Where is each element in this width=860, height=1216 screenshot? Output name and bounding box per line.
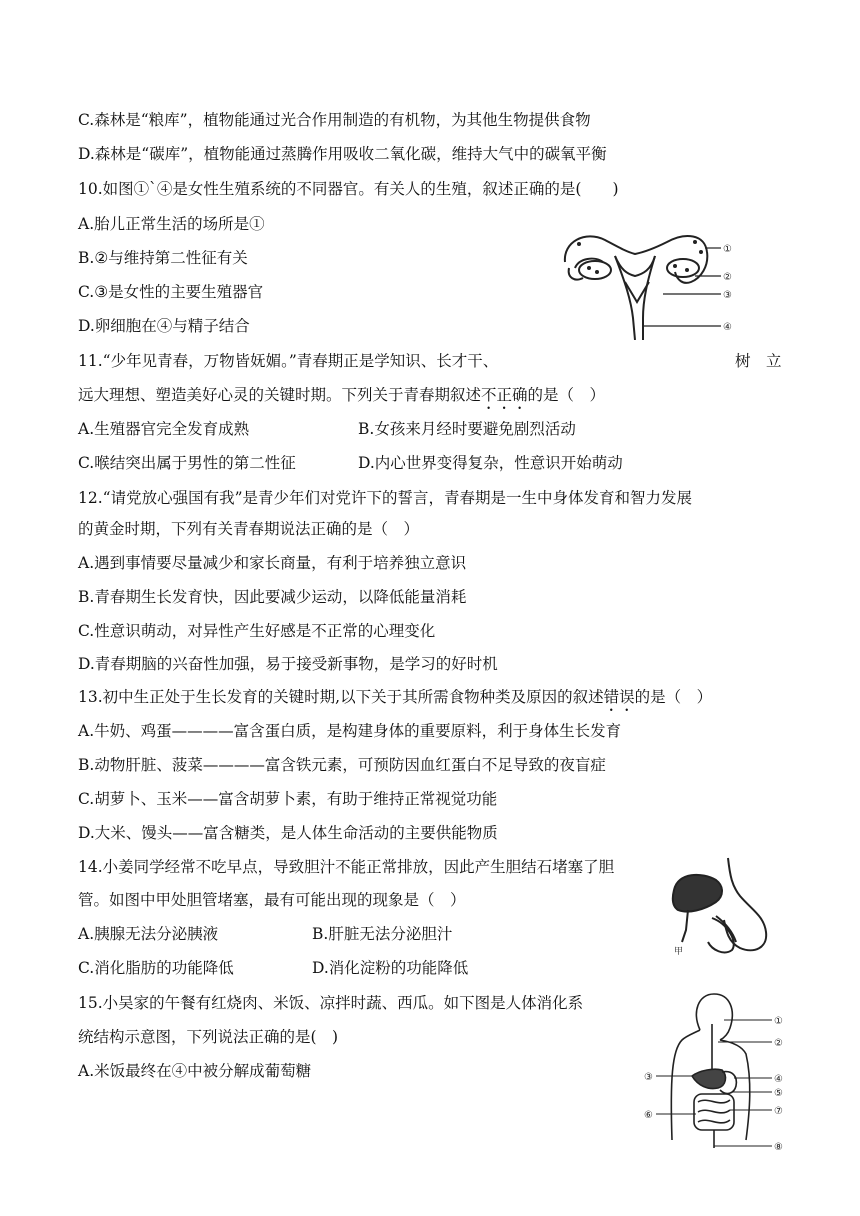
q13-stem [78, 687, 712, 715]
q15-label-8: ⑧ [774, 1142, 783, 1153]
q12-option-c: C.性意识萌动，对异性产生好感是不正常的心理变化 [78, 622, 436, 640]
q13-stem-post: 的是（ ） [634, 688, 713, 706]
q15-label-6: ⑥ [644, 1110, 653, 1121]
q13-option-a: A.牛奶、鸡蛋————富含蛋白质，是构建身体的重要原料，利于身体生长发育 [78, 722, 622, 740]
q15-stem-line1: 15.小吴家的午餐有红烧肉、米饭、凉拌时蔬、西瓜。如下图是人体消化系 [78, 994, 584, 1012]
q14-stem-line1: 14.小姜同学经常不吃早点，导致胆汁不能正常排放，因此产生胆结石堵塞了胆 [78, 858, 615, 876]
q13-emphasis: 错误 [603, 688, 635, 706]
q15-label-7: ⑦ [774, 1106, 783, 1117]
q11-stem-line2-post: 的是（ ） [527, 386, 606, 404]
q10-option-c: C.③是女性的主要生殖器官 [78, 283, 264, 301]
q12-stem-line1: 12.“请党放心强国有我”是青少年们对党许下的誓言，青春期是一生中身体发育和智力发展 [78, 489, 693, 507]
q13-stem-pre: 13.初中生正处于生长发育的关键时期,以下关于其所需食物种类及原因的叙述 [78, 688, 604, 706]
q13-option-d: D.大米、馒头——富含糖类，是人体生命活动的主要供能物质 [78, 824, 498, 842]
q13-option-b: B.动物肝脏、菠菜————富含铁元素，可预防因血红蛋白不足导致的夜盲症 [78, 756, 606, 774]
q11-emphasis: 不正确 [481, 386, 528, 404]
q12-option-a: A.遇到事情要尽量减少和家长商量，有利于培养独立意识 [78, 554, 467, 572]
q15-label-1: ① [774, 1016, 783, 1027]
q10-label-3: ③ [723, 290, 732, 301]
digestive-system-diagram [642, 990, 792, 1154]
q11-stem-right-2: 立 [766, 352, 782, 370]
q10-option-a: A.胎儿正常生活的场所是① [78, 215, 265, 233]
q14-option-a: A.胰腺无法分泌胰液 [78, 925, 219, 943]
q14-stem-line2: 管。如图中甲处胆管堵塞，最有可能出现的现象是（ ） [78, 891, 466, 909]
q14-option-d: D.消化淀粉的功能降低 [312, 959, 469, 977]
q11-stem-line1: 11.“少年见青春，万物皆妩媚。”青春期正是学知识、长才干、 [78, 352, 499, 370]
q14-option-c: C.消化脂肪的功能降低 [78, 959, 234, 977]
q10-option-d: D.卵细胞在④与精子结合 [78, 317, 250, 335]
q10-label-2: ② [723, 272, 732, 283]
q12-option-d: D.青春期脑的兴奋性加强，易于接受新事物，是学习的好时机 [78, 655, 498, 673]
q11-stem-line2-pre: 远大理想、塑造美好心灵的关键时期。下列关于青春期叙述 [78, 386, 482, 404]
q11-stem-right-1: 树 [735, 352, 751, 370]
q15-option-a: A.米饭最终在④中被分解成葡萄糖 [78, 1062, 312, 1080]
q15-stem-line2: 统结构示意图，下列说法正确的是( ) [78, 1028, 339, 1046]
q14-option-b: B.肝脏无法分泌胆汁 [312, 925, 453, 943]
q11-stem-line2 [78, 385, 605, 413]
q15-label-2: ② [774, 1038, 783, 1049]
q10-label-4: ④ [723, 322, 732, 333]
q9-option-c: C.森林是“粮库”，植物能通过光合作用制造的有机物，为其他生物提供食物 [78, 111, 591, 129]
q15-label-4: ④ [774, 1074, 783, 1085]
q9-option-d: D.森林是“碳库”，植物能通过蒸腾作用吸收二氧化碳，维持大气中的碳氧平衡 [78, 145, 607, 163]
q10-option-b: B.②与维持第二性征有关 [78, 249, 248, 267]
liver-gallbladder-diagram [668, 850, 772, 958]
female-reproductive-diagram [555, 222, 745, 340]
q10-stem: 10.如图①`④是女性生殖系统的不同器官。有关人的生殖，叙述正确的是( ) [78, 180, 619, 198]
q10-label-1: ① [723, 244, 732, 255]
q11-option-b: B.女孩来月经时要避免剧烈活动 [358, 420, 576, 438]
q11-option-a: A.生殖器官完全发育成熟 [78, 420, 250, 438]
q11-option-d: D.内心世界变得复杂，性意识开始萌动 [358, 454, 623, 472]
q12-option-b: B.青春期生长发育快，因此要减少运动，以降低能量消耗 [78, 588, 467, 606]
q14-label-jia: 甲 [674, 947, 684, 957]
q13-option-c: C.胡萝卜、玉米——富含胡萝卜素，有助于维持正常视觉功能 [78, 790, 498, 808]
q11-option-c: C.喉结突出属于男性的第二性征 [78, 454, 296, 472]
q15-label-3: ③ [644, 1072, 653, 1083]
q15-label-5: ⑤ [774, 1088, 783, 1099]
q12-stem-line2: 的黄金时期，下列有关青春期说法正确的是（ ） [78, 520, 420, 538]
